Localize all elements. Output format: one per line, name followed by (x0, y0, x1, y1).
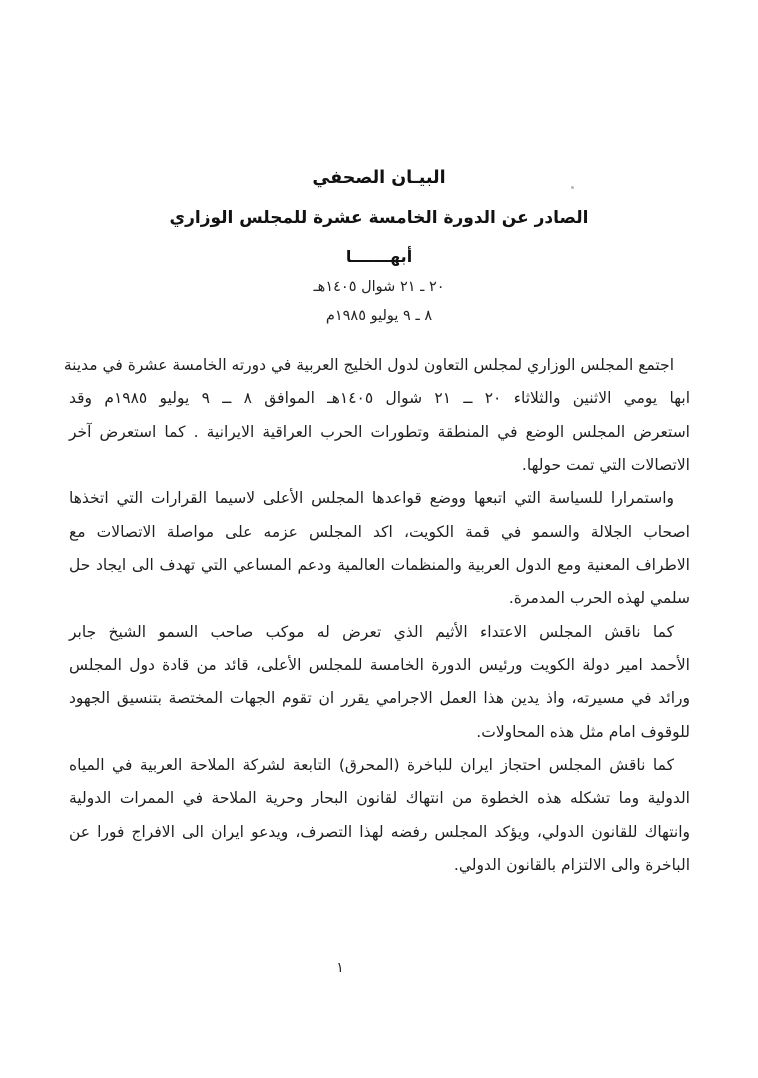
body-line: الأحمد امير دولة الكويت ورئيس الدورة الخامسة للمجلس الأعلى، قائد من قادة دول المجلس (69, 656, 690, 675)
location-line: أبهـــــــا (345, 247, 413, 266)
document-header (68, 168, 690, 324)
document-subtitle: الصادر عن الدورة الخامسة عشرة للمجلس الوزاري (169, 208, 589, 228)
document-body (63, 349, 691, 883)
body-line: اصحاب الجلالة والسمو في قمة الكويت، اكد المجلس عزمه على مواصلة الاتصالات مع (69, 522, 690, 541)
body-line: ابها يومي الاثنين والثلاثاء ٢٠ ــ ٢١ شوال ١٤٠٥هـ الموافق ٨ ــ ٩ يوليو ١٩٨٥م وقد (69, 389, 691, 408)
body-line: اجتمع المجلس الوزاري لمجلس التعاون لدول الخليج العربية في دورته الخامسة عشرة في مدينة (63, 356, 674, 374)
body-line: وانتهاك للقانون الدولي، ويؤكد المجلس رفضه لهذا التصرف، ويدعو ايران الى الافراج فورا عن (69, 822, 690, 841)
body-line: الاطراف المعنية ومع الدول العربية والمنظمات العالمية ودعم المساعي التي تهدف الى ايجاد حل (69, 556, 690, 575)
body-line: الباخرة والى الالتزام بالقانون الدولي. (453, 856, 690, 875)
body-line: كما ناقش المجلس الاعتداء الأثيم الذي تعرض له موكب صاحب السمو الشيخ جابر (69, 622, 674, 641)
hijri-date: ٢٠ ـ ٢١ شوال ١٤٠٥هـ (313, 279, 445, 295)
body-line: سلمي لهذه الحرب المدمرة. (508, 589, 690, 608)
body-line: ورائد في مسيرته، واذ يدين هذا العمل الاجرامي يقرر ان تقوم الجهات المختصة بتنسيق الجهود (69, 689, 690, 708)
body-line: استعرض المجلس الوضع في المنطقة وتطورات الحرب العراقية الايرانية . كما استعرض آخر (69, 422, 690, 441)
body-line: كما ناقش المجلس احتجاز ايران للباخرة (المحرق) التابعة لشركة الملاحة العربية في المياه (69, 756, 674, 775)
document-title: البيـان الصحفي (312, 168, 446, 188)
page-number: ١ (336, 960, 344, 976)
body-line: للوقوف امام مثل هذه المحاولات. (476, 722, 690, 741)
body-line: واستمرارا للسياسة التي اتبعها ووضع قواعدها المجلس الأعلى لاسيما القرارات التي اتخذها (69, 489, 674, 508)
body-line: الاتصالات التي تمت حولها. (521, 456, 690, 475)
body-line: الدولية وما تشكله هذه الخطوة من انتهاك لقانون البحار وحرية الملاحة في الممرات الدولية (69, 789, 690, 808)
gregorian-date: ٨ ـ ٩ يوليو ١٩٨٥م (325, 308, 433, 324)
